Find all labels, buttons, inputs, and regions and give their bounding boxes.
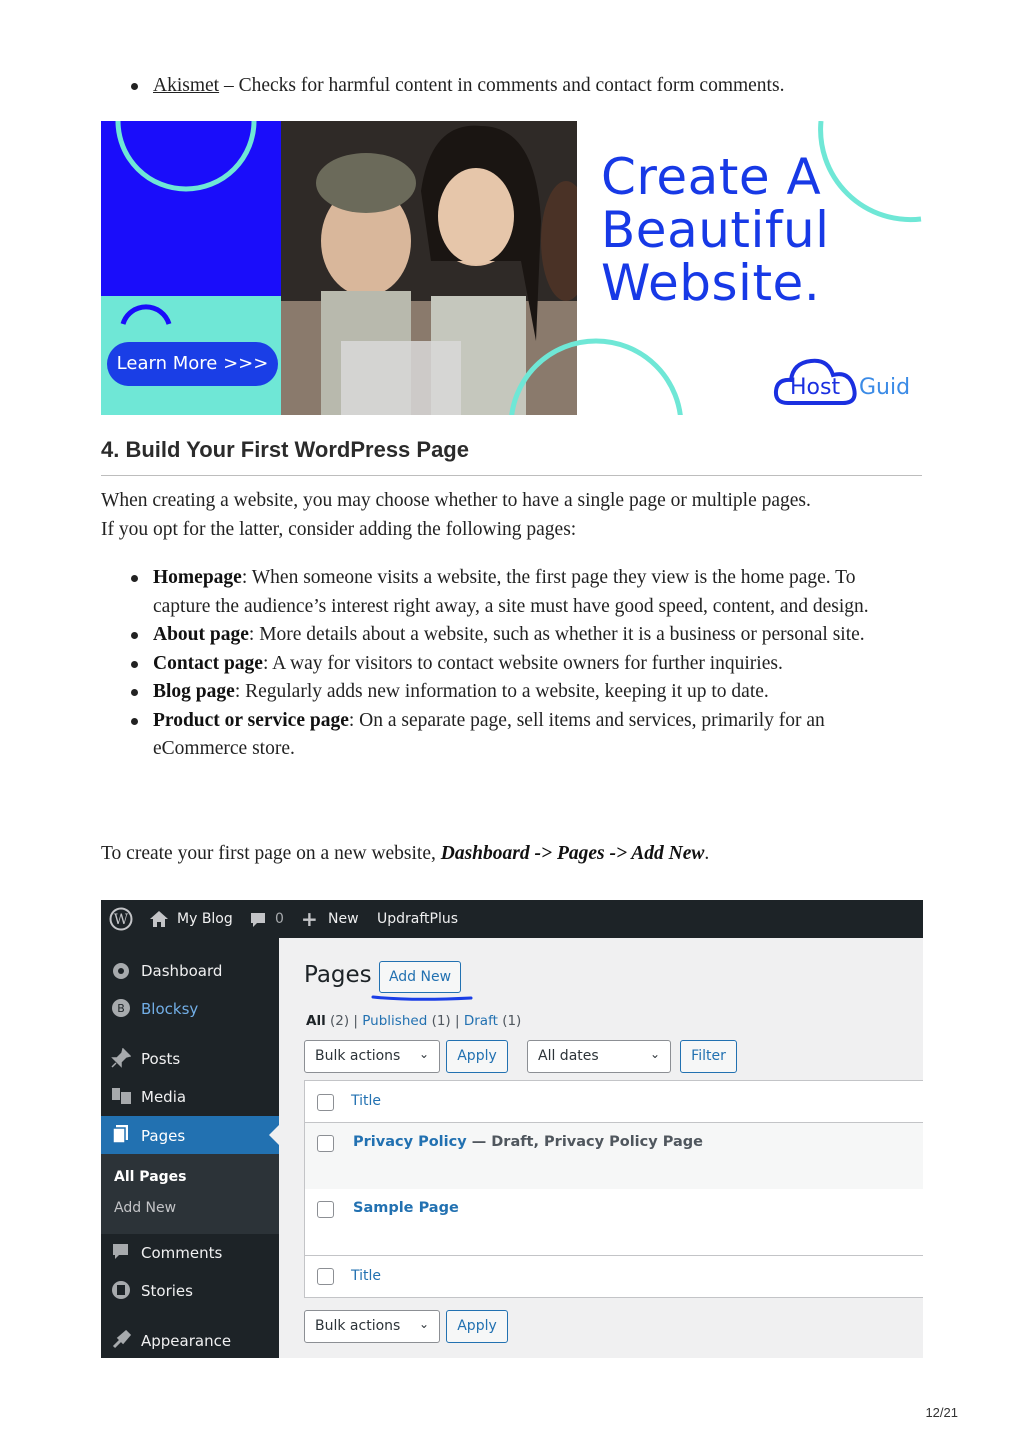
- sidebar-item-media[interactable]: Media: [141, 1088, 187, 1106]
- select-all-checkbox-footer[interactable]: [317, 1268, 334, 1285]
- filter-published[interactable]: Published: [362, 1013, 428, 1029]
- comment-count: 0: [275, 911, 284, 927]
- sample-page-link[interactable]: Sample Page: [353, 1200, 459, 1216]
- list-item-blog: Blog page: Regularly adds new information to a website, keeping it up to date.: [153, 678, 913, 707]
- status-filters: All (2) | Published (1) | Draft (1): [306, 1013, 522, 1029]
- stories-icon: [111, 1280, 131, 1300]
- table-footer: [305, 1256, 923, 1297]
- row-checkbox[interactable]: [317, 1135, 334, 1152]
- heading-rule: [101, 475, 922, 476]
- sidebar-item-dashboard[interactable]: Dashboard: [141, 962, 223, 980]
- list-item-contact: Contact page: A way for visitors to contact website owners for further inquiries.: [153, 650, 913, 679]
- chevron-down-icon: ⌄: [649, 1047, 660, 1061]
- svg-text:B: B: [117, 1002, 125, 1015]
- sidebar-item-posts[interactable]: Posts: [141, 1050, 181, 1068]
- wordpress-logo-icon[interactable]: [109, 907, 133, 931]
- wordpress-screenshot: [101, 900, 923, 1358]
- akismet-bullet: [153, 73, 784, 99]
- banner-title: Create A Beautiful Website.: [601, 148, 830, 312]
- wp-admin-sidebar: [101, 938, 279, 1358]
- page-types-list: [153, 564, 913, 764]
- section-heading: 4. Build Your First WordPress Page: [101, 437, 469, 462]
- comment-bubble-icon[interactable]: [249, 911, 267, 929]
- bulk-actions-select[interactable]: Bulk actions ⌄: [304, 1040, 440, 1073]
- list-item-about: About page: More details about a website, such as whether it is a business or personal site.: [153, 621, 913, 650]
- list-item-homepage: Homepage: When someone visits a website, the first page they view is the home page. To capture the audience’s interest right away, a site must have good speed, content, and design.: [153, 564, 913, 621]
- list-item-product: Product or service page: On a separate page, sell items and services, primarily for an eCommerce store.: [153, 707, 913, 764]
- comments-icon: [111, 1242, 131, 1262]
- akismet-description: – Checks for harmful content in comments and contact form comments.: [219, 75, 785, 96]
- sidebar-item-pages[interactable]: Pages: [141, 1127, 186, 1145]
- row-title: Privacy Policy — Draft, Privacy Policy Page: [353, 1134, 703, 1150]
- col-title-footer[interactable]: Title: [351, 1268, 382, 1284]
- hostguid-logo-host: Host: [790, 375, 841, 400]
- pin-icon: [111, 1048, 131, 1068]
- wp-admin-bar: [101, 900, 923, 938]
- akismet-link[interactable]: Akismet: [153, 75, 220, 96]
- bullet-dot: [131, 83, 138, 90]
- add-new-button[interactable]: Add New: [379, 961, 461, 993]
- table-row: [305, 1189, 923, 1256]
- hostguid-banner[interactable]: [101, 121, 923, 415]
- page-number: 12/21: [925, 1405, 958, 1420]
- filter-all[interactable]: All: [306, 1013, 326, 1029]
- hostguid-logo-guid: Guid: [859, 375, 911, 400]
- sidebar-item-appearance[interactable]: Appearance: [141, 1332, 232, 1350]
- sidebar-item-blocksy[interactable]: Blocksy: [141, 1000, 199, 1018]
- table-header: [305, 1081, 923, 1123]
- media-icon: [111, 1086, 131, 1106]
- sidebar-item-stories[interactable]: Stories: [141, 1282, 193, 1300]
- apply-button-top[interactable]: Apply: [446, 1040, 508, 1073]
- select-all-checkbox[interactable]: [317, 1094, 334, 1111]
- row-checkbox[interactable]: [317, 1201, 334, 1218]
- apply-button-bottom[interactable]: Apply: [446, 1310, 508, 1343]
- sidebar-item-comments[interactable]: Comments: [141, 1244, 223, 1262]
- svg-text:W: W: [113, 912, 129, 928]
- create-instruction: To create your first page on a new website, Dashboard -> Pages -> Add New.: [101, 843, 710, 864]
- chevron-down-icon: ⌄: [418, 1317, 429, 1331]
- new-link[interactable]: New: [328, 911, 359, 927]
- pages-icon: [111, 1124, 131, 1144]
- col-title-header[interactable]: Title: [351, 1093, 382, 1109]
- learn-more-button[interactable]: Learn More >>>: [107, 342, 278, 386]
- updraftplus-link[interactable]: UpdraftPlus: [377, 911, 459, 927]
- submenu-all-pages[interactable]: All Pages: [114, 1169, 187, 1185]
- blocksy-icon: [111, 998, 131, 1018]
- dashboard-icon: [111, 960, 131, 980]
- table-row: [305, 1123, 923, 1189]
- filter-draft[interactable]: Draft: [463, 1013, 498, 1029]
- active-arrow: [267, 1125, 279, 1145]
- chevron-down-icon: ⌄: [418, 1047, 429, 1061]
- wp-main-content: [279, 938, 923, 1358]
- home-icon: [149, 910, 169, 928]
- pages-submenu: [101, 1154, 279, 1234]
- date-filter-select[interactable]: All dates ⌄: [527, 1040, 671, 1073]
- plus-icon: +: [301, 907, 318, 931]
- page-title: Pages: [304, 962, 372, 988]
- dashboard-path: Dashboard -> Pages -> Add New: [440, 843, 705, 864]
- privacy-policy-link[interactable]: Privacy Policy: [353, 1134, 467, 1150]
- intro-paragraph: When creating a website, you may choose whether to have a single page or multiple pages. If you opt for the latter, consider adding the following pages:: [101, 490, 811, 540]
- submenu-add-new[interactable]: Add New: [114, 1200, 177, 1216]
- handdrawn-underline: [371, 992, 475, 1002]
- appearance-icon: [111, 1330, 131, 1350]
- site-name-link[interactable]: My Blog: [177, 911, 233, 927]
- filter-button[interactable]: Filter: [680, 1040, 737, 1073]
- pages-table: [304, 1080, 923, 1298]
- bulk-actions-select-bottom[interactable]: Bulk actions ⌄: [304, 1310, 440, 1343]
